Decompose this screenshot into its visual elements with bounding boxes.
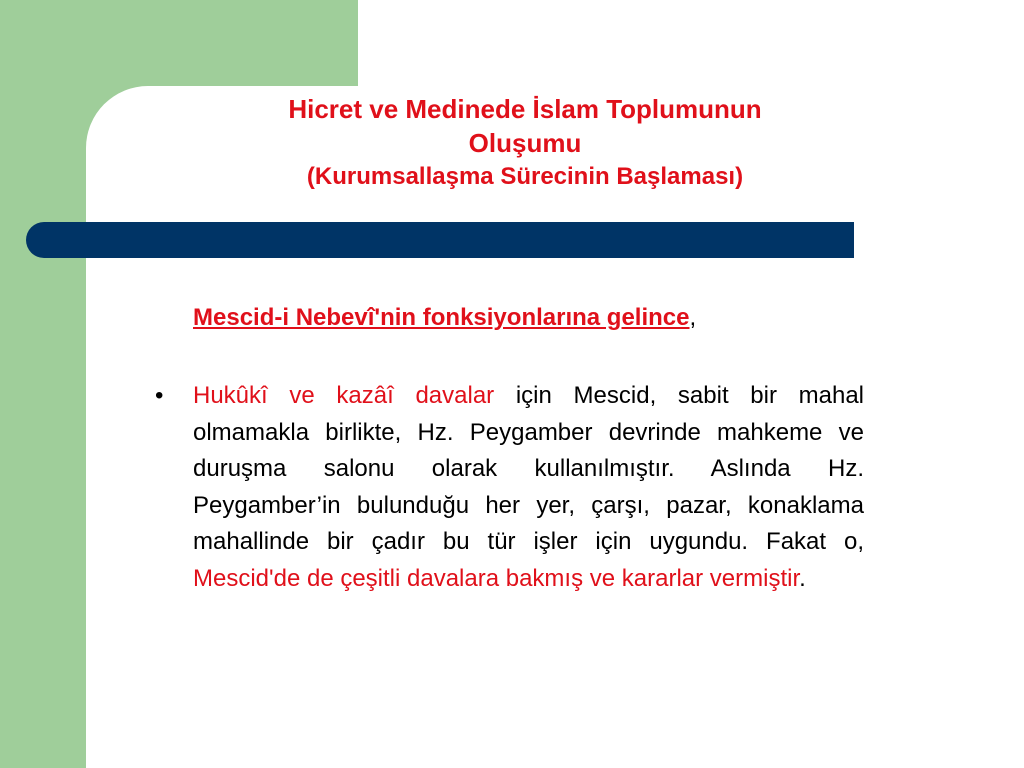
heading-comma: , [689, 304, 697, 331]
title-line-2: Oluşumu [468, 127, 582, 158]
body-text-end: . [799, 564, 806, 592]
highlight-legal-cases: Hukûkî ve kazâî davalar [193, 382, 495, 409]
section-heading [193, 304, 873, 332]
bullet-marker: • [155, 382, 164, 409]
heading-text: Mescid-i Nebevî'nin fonksiyonlarına gelince [193, 304, 690, 331]
title-line-1: Hicret ve Medinede İslam Toplumunun [288, 94, 762, 124]
slide-title [175, 93, 875, 192]
title-divider-bar [26, 222, 854, 258]
highlight-mosque-rulings: Mescid'de de çeşitli davalara bakmış ve kararlar vermiştir [193, 564, 800, 592]
body-text-main: için Mescid, sabit bir mahal olmamakla birlikte, Hz. Peygamber devrinde mahkeme ve duruşma salonu olarak kullanılmıştır. Aslında Hz. Peygamber’in bulunduğu her yer, çarşı, pazar, konaklama mahallinde bir çadır bu tür işler için uygundu. Fakat o, [193, 382, 865, 555]
bullet-paragraph [193, 378, 864, 597]
title-subtitle: (Kurumsallaşma Sürecinin Başlaması) [306, 162, 744, 190]
